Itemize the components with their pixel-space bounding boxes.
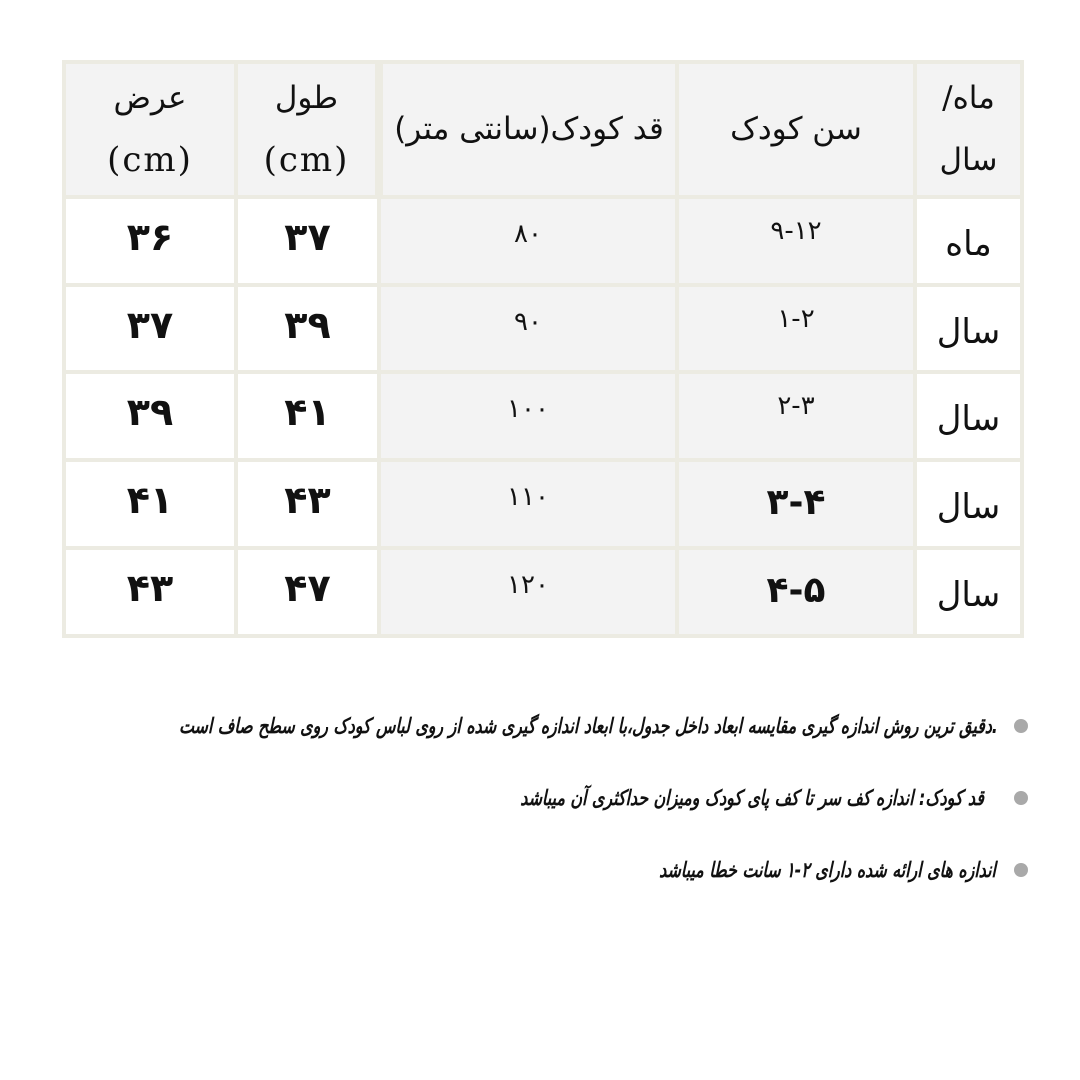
cell-width (64, 372, 236, 460)
header-length-unit: (cm) (263, 140, 350, 181)
note-item (42, 762, 1032, 834)
length-value: ۳۹ (284, 302, 331, 347)
note-text: اندازه های ارائه شده دارای ۲-۱ سانت خطا میباشد (659, 858, 996, 882)
cell-age (677, 460, 915, 548)
bullet-icon (1014, 719, 1028, 733)
length-value: ۴۷ (284, 566, 331, 611)
height-value: ۸۰ (514, 218, 542, 249)
unit-value: سال (936, 575, 1001, 616)
cell-height (379, 197, 677, 285)
header-length (236, 62, 379, 197)
width-value: ۳۶ (126, 214, 174, 259)
note-item (42, 834, 1032, 906)
cell-unit (915, 548, 1022, 636)
cell-height (379, 285, 677, 373)
height-value: ۱۰۰ (507, 394, 549, 425)
width-value: ۴۳ (126, 566, 174, 611)
table-row (64, 548, 1022, 636)
cell-unit (915, 285, 1022, 373)
cell-width (64, 285, 236, 373)
age-value: ۱-۲ (777, 303, 815, 334)
cell-age (677, 285, 915, 373)
height-value: ۱۱۰ (507, 482, 549, 513)
table-row (64, 285, 1022, 373)
table-row (64, 460, 1022, 548)
length-value: ۴۱ (284, 390, 331, 435)
cell-length (236, 548, 379, 636)
cell-unit (915, 197, 1022, 285)
age-value: ۹-۱۲ (770, 215, 822, 246)
cell-length (236, 372, 379, 460)
header-unit-year: سال (939, 142, 998, 179)
unit-value: سال (936, 311, 1001, 352)
cell-width (64, 197, 236, 285)
width-value: ۴۱ (126, 478, 174, 523)
cell-width (64, 460, 236, 548)
age-value: ۳-۴ (766, 481, 826, 523)
header-width-title: عرض (113, 80, 187, 117)
size-chart-table (62, 60, 1024, 638)
cell-height (379, 372, 677, 460)
unit-value: سال (936, 487, 1001, 528)
header-age (677, 62, 915, 197)
measurement-notes (42, 690, 1032, 906)
unit-value: ماه (945, 223, 992, 264)
cell-length (236, 285, 379, 373)
height-value: ۹۰ (514, 306, 542, 337)
cell-age (677, 372, 915, 460)
cell-age (677, 548, 915, 636)
length-value: ۴۳ (284, 478, 331, 523)
height-value: ۱۲۰ (507, 570, 549, 601)
unit-value: سال (936, 399, 1001, 440)
note-item (42, 690, 1032, 762)
table-row (64, 372, 1022, 460)
cell-height (379, 548, 677, 636)
age-value: ۴-۵ (766, 569, 826, 611)
header-length-title: طول (274, 80, 339, 117)
age-value: ۲-۳ (777, 391, 815, 422)
width-value: ۳۷ (126, 302, 174, 347)
cell-width (64, 548, 236, 636)
table-header-row (64, 62, 1022, 197)
header-height (379, 62, 677, 197)
note-text: .دقیق ترین روش اندازه گیری مقایسه ابعاد داخل جدول،با ابعاد اندازه گیری شده از روی لباس کودک روی سطح صاف است (179, 714, 998, 738)
cell-unit (915, 460, 1022, 548)
cell-unit (915, 372, 1022, 460)
length-value: ۳۷ (284, 214, 331, 259)
bullet-icon (1014, 791, 1028, 805)
cell-height (379, 460, 677, 548)
table-row (64, 197, 1022, 285)
cell-length (236, 460, 379, 548)
header-height-title: قد کودک(سانتی متر) (394, 111, 664, 148)
header-age-title: سن کودک (730, 111, 862, 148)
header-unit (915, 62, 1022, 197)
note-text: قد کودک: اندازه کف سر تا کف پای کودک ومیزان حداکثری آن میباشد (520, 786, 984, 810)
cell-length (236, 197, 379, 285)
bullet-icon (1014, 863, 1028, 877)
header-width-unit: (cm) (107, 140, 193, 181)
header-unit-month: ماه/ (942, 80, 995, 117)
cell-age (677, 197, 915, 285)
header-width (64, 62, 236, 197)
width-value: ۳۹ (126, 390, 174, 435)
